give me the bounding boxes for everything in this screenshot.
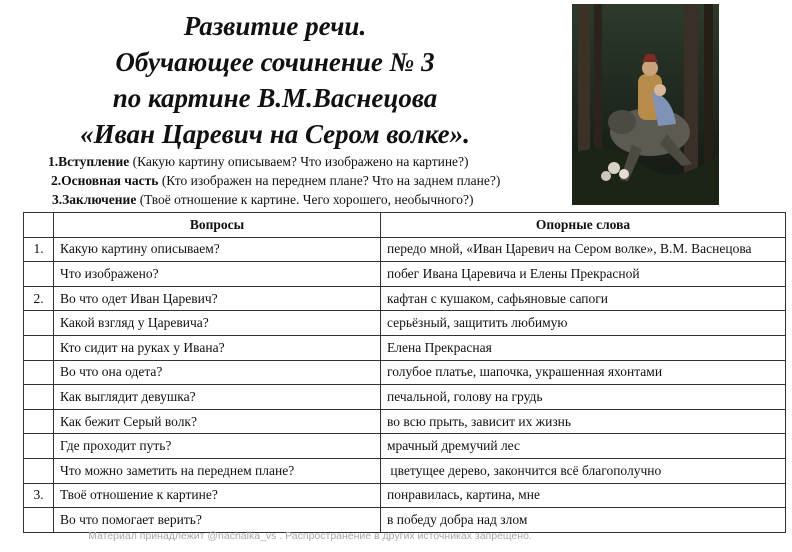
row-question: Кто сидит на руках у Ивана? bbox=[54, 335, 381, 360]
row-question: Что изображено? bbox=[54, 262, 381, 287]
row-question: Какой взгляд у Царевича? bbox=[54, 311, 381, 336]
table-row bbox=[24, 262, 786, 287]
row-question: Во что она одета? bbox=[54, 360, 381, 385]
row-number: 3. bbox=[24, 483, 54, 508]
title-line-3: по картине В.М.Васнецова bbox=[112, 83, 438, 113]
row-number bbox=[24, 385, 54, 410]
row-keywords: цветущее дерево, закончится всё благополучно bbox=[381, 458, 786, 483]
row-number bbox=[24, 458, 54, 483]
header-number bbox=[24, 213, 54, 238]
row-keywords: в победу добра над злом bbox=[381, 508, 786, 533]
title-line-4: «Иван Царевич на Сером волке». bbox=[80, 119, 470, 149]
row-number bbox=[24, 508, 54, 533]
row-keywords: печальной, голову на грудь bbox=[381, 385, 786, 410]
table-row bbox=[24, 458, 786, 483]
row-question: Во что помогает верить? bbox=[54, 508, 381, 533]
row-keywords: Елена Прекрасная bbox=[381, 335, 786, 360]
row-number bbox=[24, 434, 54, 459]
row-question: Где проходит путь? bbox=[54, 434, 381, 459]
row-question: Что можно заметить на переднем плане? bbox=[54, 458, 381, 483]
row-question: Как выглядит девушка? bbox=[54, 385, 381, 410]
row-keywords: передо мной, «Иван Царевич на Сером волке», В.М. Васнецова bbox=[381, 237, 786, 262]
row-keywords: мрачный дремучий лес bbox=[381, 434, 786, 459]
row-number: 1. bbox=[24, 237, 54, 262]
row-keywords: во всю прыть, зависит их жизнь bbox=[381, 409, 786, 434]
row-keywords: серьёзный, защитить любимую bbox=[381, 311, 786, 336]
row-number bbox=[24, 409, 54, 434]
title-line-1: Развитие речи. bbox=[183, 11, 367, 41]
plan-item-intro: 1.Вступление (Какую картину описываем? Что изображено на картине?) bbox=[48, 154, 469, 169]
table-header-row bbox=[24, 213, 786, 238]
row-question: Какую картину описываем? bbox=[54, 237, 381, 262]
row-question: Твоё отношение к картине? bbox=[54, 483, 381, 508]
table-row bbox=[24, 434, 786, 459]
table-row bbox=[24, 483, 786, 508]
row-number: 2. bbox=[24, 286, 54, 311]
watermark: Материал принадлежит @nachalka_vs . Распространение в других источниках запрещено. bbox=[88, 530, 532, 542]
page-title bbox=[10, 8, 540, 152]
header-questions: Вопросы bbox=[54, 213, 381, 238]
row-keywords: побег Ивана Царевича и Елены Прекрасной bbox=[381, 262, 786, 287]
table-row bbox=[24, 409, 786, 434]
row-keywords: понравилась, картина, мне bbox=[381, 483, 786, 508]
row-number bbox=[24, 335, 54, 360]
questions-table bbox=[23, 212, 786, 533]
row-number bbox=[24, 262, 54, 287]
painting-icon bbox=[572, 4, 719, 205]
table-row bbox=[24, 385, 786, 410]
row-number bbox=[24, 360, 54, 385]
plan-item-main: 2.Основная часть (Кто изображен на переднем плане? Что на заднем плане?) bbox=[51, 173, 501, 188]
table-row bbox=[24, 311, 786, 336]
row-question: Как бежит Серый волк? bbox=[54, 409, 381, 434]
table-row bbox=[24, 508, 786, 533]
title-line-2: Обучающее сочинение № 3 bbox=[115, 47, 435, 77]
header-keywords: Опорные слова bbox=[381, 213, 786, 238]
essay-plan bbox=[48, 152, 500, 209]
table-row bbox=[24, 286, 786, 311]
table-row bbox=[24, 360, 786, 385]
painting-image bbox=[572, 4, 719, 205]
row-number bbox=[24, 311, 54, 336]
table-row bbox=[24, 237, 786, 262]
plan-item-conclusion: 3.Заключение (Твоё отношение к картине. Чего хорошего, необычного?) bbox=[52, 192, 474, 207]
row-question: Во что одет Иван Царевич? bbox=[54, 286, 381, 311]
table-row bbox=[24, 335, 786, 360]
row-keywords: голубое платье, шапочка, украшенная яхонтами bbox=[381, 360, 786, 385]
row-keywords: кафтан с кушаком, сафьяновые сапоги bbox=[381, 286, 786, 311]
